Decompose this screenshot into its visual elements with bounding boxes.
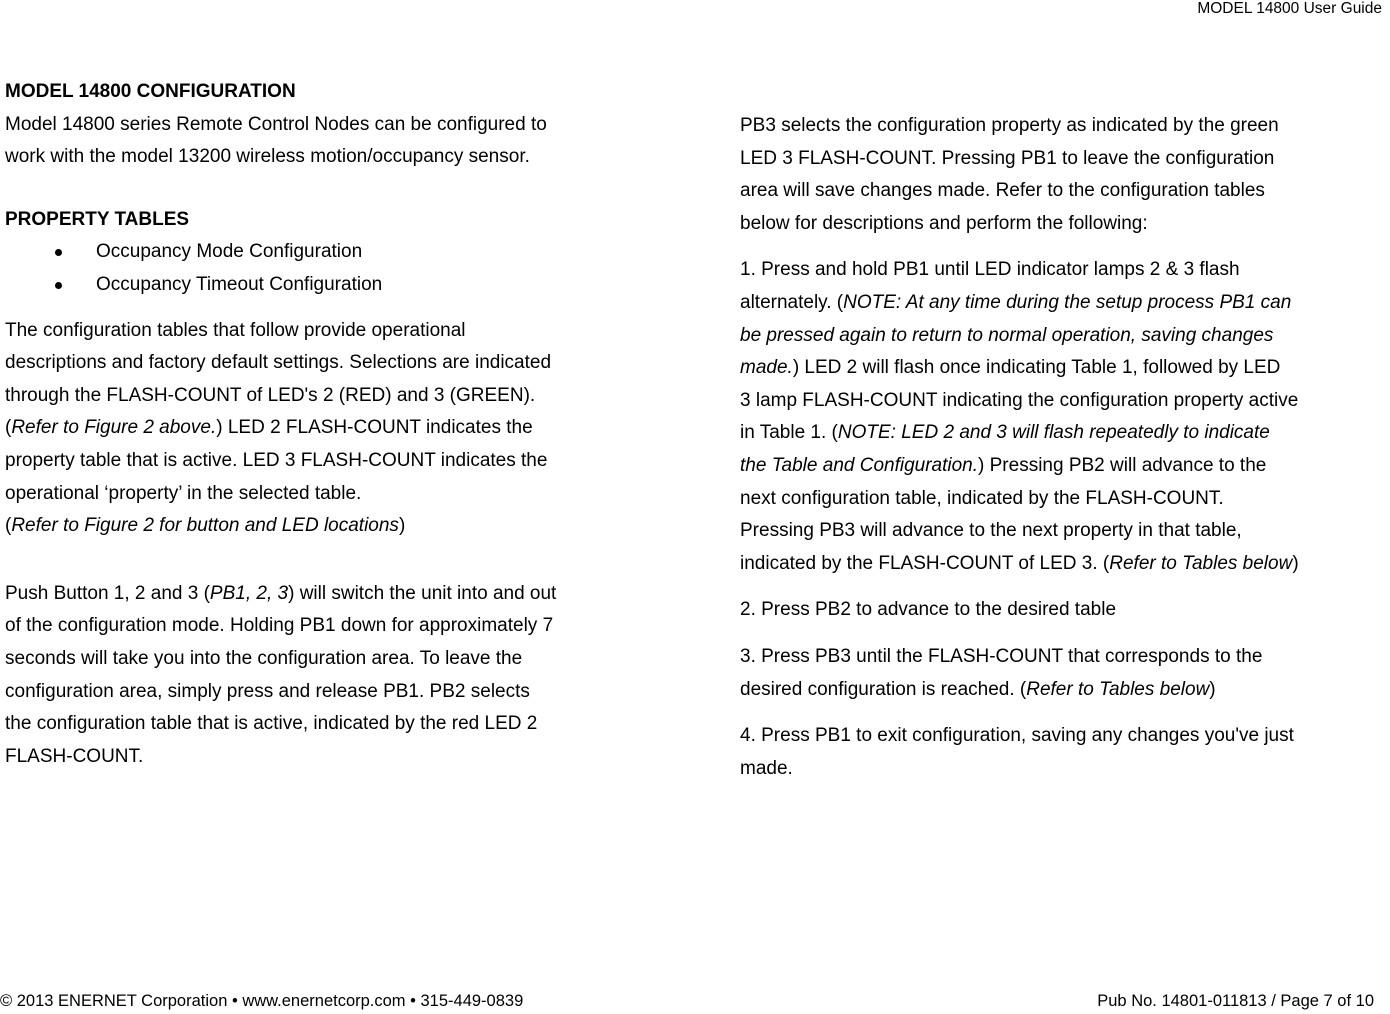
footer-page-number: Pub No. 14801-011813 / Page 7 of 10 bbox=[1097, 992, 1374, 1010]
push-button-line: configuration area, simply press and release PB1. PB2 selects bbox=[5, 680, 530, 702]
footer-copyright: © 2013 ENERNET Corporation • www.enernetcorp.com • 315-449-0839 bbox=[0, 992, 524, 1010]
step-line: desired configuration is reached. (Refer to Tables below) bbox=[740, 678, 1216, 700]
push-button-line: Push Button 1, 2 and 3 (PB1, 2, 3) will switch the unit into and out bbox=[5, 582, 557, 604]
step-line: 1. Press and hold PB1 until LED indicator lamps 2 & 3 flash bbox=[740, 259, 1240, 281]
step-line: indicated by the FLASH-COUNT of LED 3. (Refer to Tables below) bbox=[740, 552, 1299, 574]
config-line: through the FLASH-COUNT of LED's 2 (RED) and 3 (GREEN). bbox=[5, 384, 536, 406]
section-heading-configuration: MODEL 14800 CONFIGURATION bbox=[5, 81, 296, 102]
push-button-line: the configuration table that is active, indicated by the red LED 2 bbox=[5, 713, 538, 735]
intro-line: PB3 selects the configuration property as indicated by the green bbox=[740, 115, 1279, 136]
step-line: 3. Press PB3 until the FLASH-COUNT that corresponds to the bbox=[740, 645, 1263, 667]
left-column bbox=[5, 76, 645, 773]
intro-line: below for descriptions and perform the following: bbox=[740, 212, 1148, 234]
intro-line: LED 3 FLASH-COUNT. Pressing PB1 to leave the configuration bbox=[740, 147, 1275, 169]
intro-line: area will save changes made. Refer to the configuration tables bbox=[740, 180, 1265, 202]
running-header: MODEL 14800 User Guide bbox=[1197, 0, 1382, 17]
push-button-line: of the configuration mode. Holding PB1 down for approximately 7 bbox=[5, 615, 554, 637]
push-button-line: FLASH-COUNT. bbox=[5, 745, 144, 767]
step-2 bbox=[740, 594, 1390, 627]
config-line: The configuration tables that follow provide operational bbox=[5, 319, 466, 341]
bullet-item: Occupancy Mode Configuration bbox=[5, 236, 645, 269]
step-line: Pressing PB3 will advance to the next property in that table, bbox=[740, 520, 1242, 542]
config-line: (Refer to Figure 2 above.) LED 2 FLASH-COUNT indicates the bbox=[5, 417, 533, 439]
section-heading-property-tables: PROPERTY TABLES bbox=[5, 208, 190, 230]
intro-line: Model 14800 series Remote Control Nodes can be configured to bbox=[5, 113, 547, 135]
step-line: next configuration table, indicated by the FLASH-COUNT. bbox=[740, 487, 1224, 509]
step-line: 3 lamp FLASH-COUNT indicating the configuration property active bbox=[740, 389, 1299, 411]
step-1 bbox=[740, 254, 1390, 580]
intro-line: work with the model 13200 wireless motion/occupancy sensor. bbox=[5, 146, 530, 168]
step-4 bbox=[740, 720, 1390, 785]
bullet-item: Occupancy Timeout Configuration bbox=[5, 269, 645, 302]
step-line: the Table and Configuration.) Pressing PB2 will advance to the bbox=[740, 454, 1267, 476]
push-button-line: seconds will take you into the configuration area. To leave the bbox=[5, 647, 523, 669]
config-line: descriptions and factory default settings. Selections are indicated bbox=[5, 352, 552, 374]
figure-reference: (Refer to Figure 2 for button and LED locations) bbox=[5, 515, 406, 537]
step-line: in Table 1. (NOTE: LED 2 and 3 will flash repeatedly to indicate bbox=[740, 422, 1270, 444]
step-line: made. bbox=[740, 757, 793, 779]
step-line: 4. Press PB1 to exit configuration, saving any changes you've just bbox=[740, 725, 1294, 747]
right-column bbox=[740, 110, 1390, 799]
step-line: alternately. (NOTE: At any time during the setup process PB1 can bbox=[740, 291, 1292, 313]
step-3 bbox=[740, 641, 1390, 706]
step-line: made.) LED 2 will flash once indicating Table 1, followed by LED bbox=[740, 357, 1281, 379]
step-line: be pressed again to return to normal operation, saving changes bbox=[740, 324, 1274, 346]
config-line: property table that is active. LED 3 FLASH-COUNT indicates the bbox=[5, 449, 548, 471]
intro-paragraph bbox=[740, 110, 1390, 240]
config-line: operational ‘property’ in the selected table. bbox=[5, 482, 362, 504]
step-line: 2. Press PB2 to advance to the desired table bbox=[740, 599, 1117, 621]
